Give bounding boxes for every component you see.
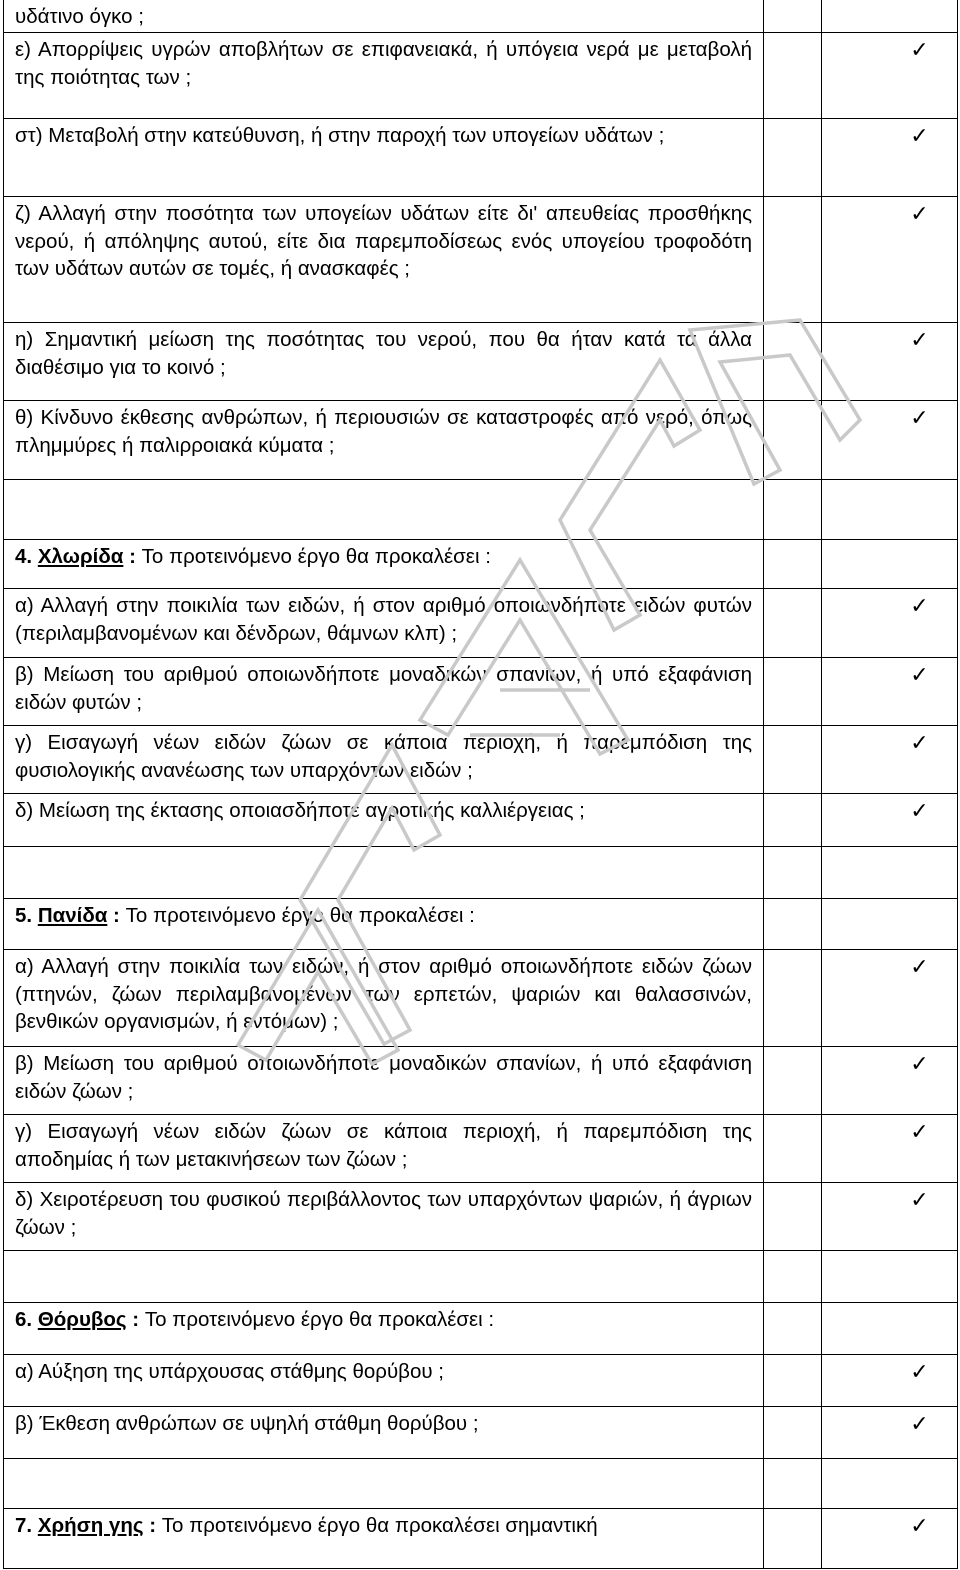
spacer-row: [4, 480, 958, 540]
checkmark-icon: ✓: [910, 798, 929, 823]
checkmark-icon: ✓: [910, 1513, 929, 1538]
section-heading-cell: [4, 540, 764, 589]
item-text-cell: [4, 1115, 764, 1183]
table-row: [4, 197, 958, 323]
item-text-cell: [4, 1407, 764, 1459]
section-description: Το προτεινόμενο έργο θα προκαλέσει :: [144, 1308, 495, 1331]
section-colon: :: [143, 1514, 162, 1537]
answer-cell-check: [822, 658, 958, 726]
item-text-cell: [4, 847, 764, 899]
item-text-cell: [4, 197, 764, 323]
answer-cell-check: [822, 1355, 958, 1407]
item-text-cell: [4, 401, 764, 480]
table-row: [4, 950, 958, 1047]
checkmark-icon: ✓: [910, 730, 929, 755]
answer-cell-check: [822, 119, 958, 197]
answer-cell-blank: [764, 899, 822, 950]
section-heading: [15, 1512, 752, 1540]
table-row: [4, 658, 958, 726]
answer-cell-blank: [764, 794, 822, 847]
item-text-cell: [4, 1047, 764, 1115]
section-title: Θόρυβος: [37, 1308, 127, 1331]
table-row: [4, 119, 958, 197]
item-text-cell: [4, 480, 764, 540]
answer-cell-check: [822, 726, 958, 794]
answer-cell-blank: [764, 119, 822, 197]
checkmark-icon: ✓: [910, 1411, 929, 1436]
section-heading: [15, 1306, 752, 1334]
item-text-cell: [4, 950, 764, 1047]
checkmark-icon: ✓: [910, 593, 929, 618]
answer-cell-blank: [764, 1251, 822, 1303]
item-text: γ) Εισαγωγή νέων ειδών ζώων σε κάποια περιοχή, ή παρεμπόδιση της φυσιολογικής ανανέωσης των υπαρχόντων ειδών ;: [15, 731, 752, 782]
table-row: [4, 33, 958, 119]
answer-cell-blank: [764, 1509, 822, 1569]
answer-cell-check: [822, 1407, 958, 1459]
checkmark-icon: ✓: [910, 1187, 929, 1212]
answer-cell-blank: [764, 197, 822, 323]
answer-cell-check: [822, 1047, 958, 1115]
checkmark-icon: ✓: [910, 954, 929, 979]
answer-cell-blank: [764, 1115, 822, 1183]
item-text-cell: [4, 726, 764, 794]
table-row: [4, 401, 958, 480]
answer-cell-blank: [764, 33, 822, 119]
answer-cell-check: [822, 323, 958, 401]
answer-cell-blank: [764, 480, 822, 540]
section-heading: [15, 902, 752, 930]
answer-cell-blank: [764, 1047, 822, 1115]
section-heading-cell: [4, 899, 764, 950]
item-text: β) Έκθεση ανθρώπων σε υψηλή στάθμη θορύβου ;: [15, 1412, 479, 1435]
answer-cell-check: [822, 1303, 958, 1355]
answer-cell-check: [822, 950, 958, 1047]
checkmark-icon: ✓: [910, 1051, 929, 1076]
spacer-row: [4, 847, 958, 899]
item-text: στ) Μεταβολή στην κατεύθυνση, ή στην παροχή των υπογείων υδάτων ;: [15, 124, 665, 147]
answer-cell-blank: [764, 1407, 822, 1459]
section-heading: [15, 543, 752, 571]
table-row: [4, 1407, 958, 1459]
section-number: 4.: [15, 545, 33, 568]
answer-cell-check: [822, 847, 958, 899]
item-text-cell: [4, 0, 764, 33]
item-text-cell: [4, 1355, 764, 1407]
answer-cell-check: [822, 1251, 958, 1303]
table-row: [4, 1183, 958, 1251]
section-colon: :: [126, 1308, 145, 1331]
checkmark-icon: ✓: [910, 123, 929, 148]
answer-cell-check: [822, 1115, 958, 1183]
section-heading-cell: [4, 1303, 764, 1355]
section-description: Το προτεινόμενο έργο θα προκαλέσει :: [141, 545, 491, 568]
item-text-cell: [4, 33, 764, 119]
answer-cell-check: [822, 1183, 958, 1251]
answer-cell-blank: [764, 1303, 822, 1355]
section-description: Το προτεινόμενο έργο θα προκαλέσει :: [125, 904, 475, 927]
item-text: β) Μείωση του αριθμού οποιωνδήποτε μοναδικών σπανίων, ή υπό εξαφάνιση ειδών φυτών ;: [15, 663, 752, 714]
section-heading-row: [4, 1509, 958, 1569]
item-text: δ) Μείωση της έκτασης οποιασδήποτε αγροτικής καλλιέργειας ;: [15, 799, 585, 822]
section-number: 7.: [15, 1514, 33, 1537]
answer-cell-blank: [764, 401, 822, 480]
checklist-body: [4, 0, 958, 1569]
section-heading-row: [4, 899, 958, 950]
checkmark-icon: ✓: [910, 327, 929, 352]
item-text-cell: [4, 323, 764, 401]
item-text: α) Αύξηση της υπάρχουσας στάθμης θορύβου ;: [15, 1360, 444, 1383]
answer-cell-check: [822, 794, 958, 847]
checkmark-icon: ✓: [910, 37, 929, 62]
table-row: [4, 323, 958, 401]
section-colon: :: [107, 904, 126, 927]
answer-cell-check: [822, 480, 958, 540]
answer-cell-blank: [764, 0, 822, 33]
item-text: α) Αλλαγή στην ποικιλία των ειδών, ή στον αριθμό οποιωνδήποτε ειδών φυτών (περιλαμβανομένων και δένδρων, θάμνων κλπ) ;: [15, 594, 752, 645]
answer-cell-check: [822, 401, 958, 480]
item-text-cell: [4, 119, 764, 197]
table-row: [4, 1047, 958, 1115]
checkmark-icon: ✓: [910, 662, 929, 687]
spacer-row: [4, 1459, 958, 1509]
checkmark-icon: ✓: [910, 405, 929, 430]
item-text-cell: [4, 1183, 764, 1251]
table-row: [4, 589, 958, 658]
answer-cell-check: [822, 589, 958, 658]
section-title: Πανίδα: [37, 904, 108, 927]
answer-cell-check: [822, 899, 958, 950]
checklist-table: [3, 0, 958, 1569]
section-number: 5.: [15, 904, 33, 927]
section-description: Το προτεινόμενο έργο θα προκαλέσει σημαντική: [161, 1514, 598, 1537]
item-text: η) Σημαντική μείωση της ποσότητας του νερού, που θα ήταν κατά τα άλλα διαθέσιμο για το κοινό ;: [15, 328, 752, 379]
answer-cell-blank: [764, 589, 822, 658]
item-text-cell: [4, 1251, 764, 1303]
answer-cell-blank: [764, 323, 822, 401]
table-row: [4, 1115, 958, 1183]
section-heading-row: [4, 540, 958, 589]
answer-cell-check: [822, 1459, 958, 1509]
table-row: [4, 0, 958, 33]
answer-cell-check: [822, 0, 958, 33]
answer-cell-blank: [764, 726, 822, 794]
item-text-cell: [4, 794, 764, 847]
table-row: [4, 1355, 958, 1407]
table-row: [4, 794, 958, 847]
checkmark-icon: ✓: [910, 1359, 929, 1384]
checkmark-icon: ✓: [910, 201, 929, 226]
answer-cell-check: [822, 33, 958, 119]
item-text: β) Μείωση του αριθμού οποιωνδήποτε μοναδικών σπανίων, ή υπό εξαφάνιση ειδών ζώων ;: [15, 1052, 752, 1103]
answer-cell-blank: [764, 658, 822, 726]
answer-cell-blank: [764, 950, 822, 1047]
section-heading-row: [4, 1303, 958, 1355]
item-text-cell: [4, 1459, 764, 1509]
section-title: Χρήση γης: [37, 1514, 144, 1537]
answer-cell-blank: [764, 540, 822, 589]
answer-cell-blank: [764, 847, 822, 899]
section-colon: :: [123, 545, 142, 568]
item-text: δ) Χειροτέρευση του φυσικού περιβάλλοντος των υπαρχόντων ψαριών, ή άγριων ζώων ;: [15, 1188, 752, 1239]
item-text: θ) Κίνδυνο έκθεσης ανθρώπων, ή περιουσιών σε καταστροφές από νερό, όπως πλημμύρες ή παλιρροιακά κύματα ;: [15, 406, 752, 457]
table-row: [4, 726, 958, 794]
answer-cell-check: [822, 540, 958, 589]
item-text-cell: [4, 658, 764, 726]
answer-cell-blank: [764, 1355, 822, 1407]
section-title: Χλωρίδα: [37, 545, 124, 568]
answer-cell-blank: [764, 1459, 822, 1509]
section-number: 6.: [15, 1308, 33, 1331]
spacer-row: [4, 1251, 958, 1303]
checkmark-icon: ✓: [910, 1119, 929, 1144]
answer-cell-check: [822, 1509, 958, 1569]
item-text: γ) Εισαγωγή νέων ειδών ζώων σε κάποια περιοχή, ή παρεμπόδιση της αποδημίας ή των μετακινήσεων των ζώων ;: [15, 1120, 752, 1171]
item-text: α) Αλλαγή στην ποικιλία των ειδών, ή στον αριθμό οποιωνδήποτε ειδών ζώων (πτηνών, ζώων περιλαμβανομένων των ερπετών, ψαριών και θαλασσινών, βενθικών οργανισμών, ή εντόμων) ;: [15, 955, 752, 1034]
answer-cell-blank: [764, 1183, 822, 1251]
item-text-cell: [4, 589, 764, 658]
item-text: υδάτινο όγκο ;: [15, 5, 144, 28]
item-text: ζ) Αλλαγή στην ποσότητα των υπογείων υδάτων είτε δι' απευθείας προσθήκης νερού, ή απόληψης αυτού, είτε δια παρεμποδίσεως ενός υπογείου τροφοδότη των υδάτων αυτών σε τομές, ή ανασκαφές ;: [15, 202, 752, 281]
answer-cell-check: [822, 197, 958, 323]
item-text: ε) Απορρίψεις υγρών αποβλήτων σε επιφανειακά, ή υπόγεια νερά με μεταβολή της ποιότητας των ;: [15, 38, 752, 89]
section-heading-cell: [4, 1509, 764, 1569]
